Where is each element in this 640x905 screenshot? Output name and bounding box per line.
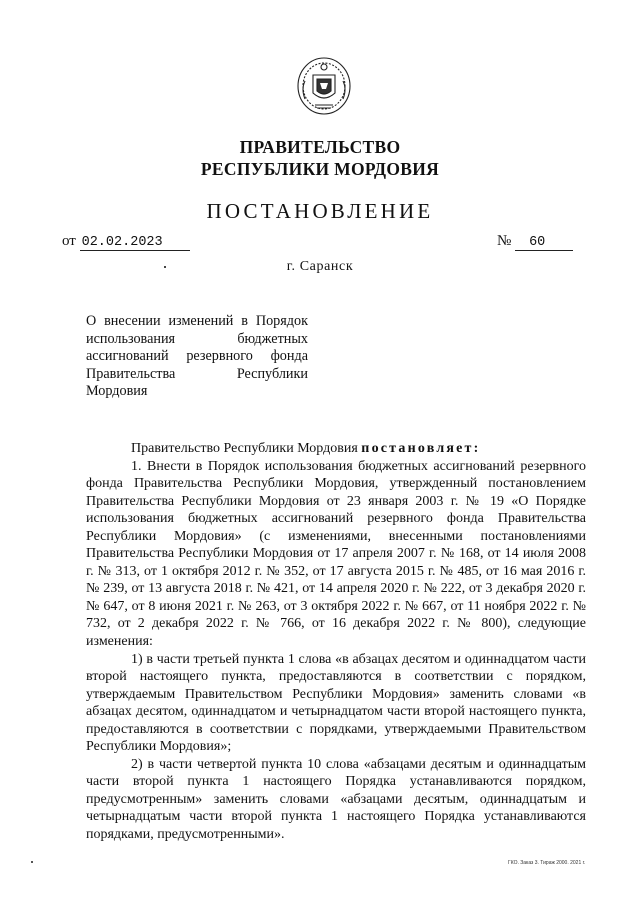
intro-paragraph [86,440,586,458]
document-type-title: ПОСТАНОВЛЕНИЕ [206,199,434,223]
number-line [497,233,573,251]
coat-of-arms-icon [295,55,353,117]
number-prefix: № [497,233,512,249]
document-body [86,440,586,844]
date-line [62,233,190,251]
city-name: г. Саранск [286,259,354,274]
document-date: 02.02.2023 [80,235,190,251]
intro-decree-word: постановляет: [361,441,481,456]
intro-text: Правительство Республики Мордовия [131,441,362,456]
org-name-line1: ПРАВИТЕЛЬСТВО [239,137,401,157]
paragraph-3: 2) в части четвертой пункта 10 слова «абзацами десятым и одиннадцатым части второй пункта 1 настоящего Порядка устанавливаются порядком, предусмотренным» заменить словами «абзацами десятым, одиннадцатым и четырнадцатым части второй пункта 1 настоящего Порядка устанавливаются порядками, предусмотренными». [86,756,586,843]
paragraph-2: 1) в части третьей пункта 1 слова «в абзацах десятом и одиннадцатом части второй настоящего пункта, предоставляются в соответствии с порядком, утверждаемым Правительством Республики Мордовия» заменить словами «в абзацах десятом, одиннадцатом и четырнадцатом части второй настоящего пункта, предоставляются в соответствии с порядками, утверждаемыми Правительством Республики Мордовия»; [86,651,586,755]
document-subject: О внесении изменений в Порядок использования бюджетных ассигнований резервного фонда Правительства Республики Мордовия [86,313,308,400]
paragraph-1: 1. Внести в Порядок использования бюджетных ассигнований резервного фонда Правительства Республики Мордовия, утвержденный постановлением Правительства Республики Мордовия от 23 января 2003 г. № 19 «О Порядке использования бюджетных ассигнований резервного фонда Правительства Республики Мордовия» (с изменениями, внесенными постановлениями Правительства Республики Мордовия от 17 апреля 2007 г. № 168, от 14 июля 2008 г. № 313, от 1 октября 2012 г. № 352, от 17 августа 2015 г. № 485, от 16 мая 2016 г. № 239, от 13 августа 2018 г. № 421, от 14 апреля 2020 г. № 222, от 3 декабря 2020 г. № 647, от 8 июня 2021 г. № 263, от 3 октября 2022 г. № 667, от 11 ноября 2022 г. № 732, от 2 декабря 2022 г. № 766, от 16 декабря 2022 г. № 800), следующие изменения: [86,458,586,650]
document-number: 60 [515,235,573,251]
print-footer: ГКО. Заказ 3. Тираж 2000. 2021 г. [508,860,586,866]
org-name-line2: РЕСПУБЛИКИ МОРДОВИЯ [200,159,440,179]
margin-mark [31,861,33,863]
date-prefix: от [62,233,76,249]
